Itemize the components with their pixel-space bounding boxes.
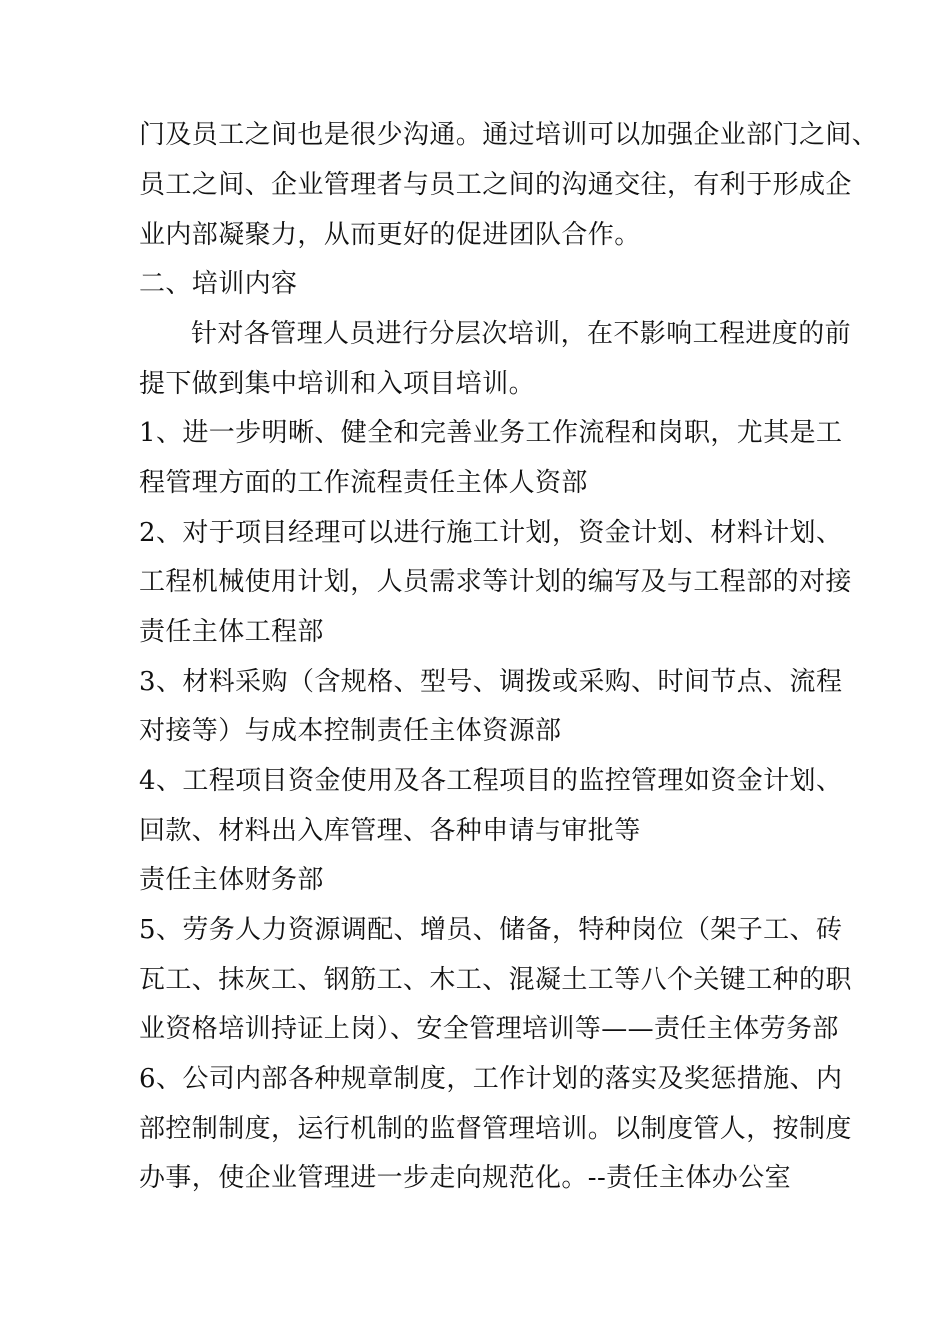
list-item-5-line-2: 瓦工、抹灰工、钢筋工、木工、混凝土工等八个关键工种的职	[139, 965, 852, 995]
list-item-1-line-2: 程管理方面的工作流程责任主体人资部	[139, 468, 588, 498]
list-item-2-line-3: 责任主体工程部	[139, 617, 324, 647]
list-item-4-line-1: 4、工程项目资金使用及各工程项目的监控管理如资金计划、	[139, 766, 843, 796]
section-heading: 二、培训内容	[139, 269, 298, 299]
text-line-2: 员工之间、企业管理者与员工之间的沟通交往，有利于形成企	[139, 170, 852, 200]
list-item-6-line-3: 办事，使企业管理进一步走向规范化。--责任主体办公室	[139, 1163, 791, 1193]
list-item-3-line-1: 3、材料采购（含规格、型号、调拨或采购、时间节点、流程	[139, 667, 843, 697]
text-line-5: 针对各管理人员进行分层次培训，在不影响工程进度的前	[191, 319, 852, 349]
list-item-4-line-2: 回款、材料出入库管理、各种申请与审批等	[139, 816, 641, 846]
list-item-3-line-2: 对接等）与成本控制责任主体资源部	[139, 716, 562, 746]
list-item-6-line-2: 部控制制度，运行机制的监督管理培训。以制度管人，按制度	[139, 1114, 852, 1144]
list-item-1-line-1: 1、进一步明晰、健全和完善业务工作流程和岗职，尤其是工	[139, 418, 843, 448]
list-item-5-line-3: 业资格培训持证上岗）、安全管理培训等——责任主体劳务部	[139, 1014, 839, 1044]
list-item-2-line-2: 工程机械使用计划，人员需求等计划的编写及与工程部的对接	[139, 567, 852, 597]
text-line-3: 业内部凝聚力，从而更好的促进团队合作。	[139, 220, 641, 250]
text-line-1: 门及员工之间也是很少沟通。通过培训可以加强企业部门之间、	[139, 120, 879, 150]
list-item-6-line-1: 6、公司内部各种规章制度，工作计划的落实及奖惩措施、内	[139, 1064, 843, 1094]
list-item-4-line-3: 责任主体财务部	[139, 865, 324, 895]
list-item-5-line-1: 5、劳务人力资源调配、增员、储备，特种岗位（架子工、砖	[139, 915, 843, 945]
list-item-2-line-1: 2、对于项目经理可以进行施工计划，资金计划、材料计划、	[139, 518, 843, 548]
text-line-6: 提下做到集中培训和入项目培训。	[139, 369, 536, 399]
